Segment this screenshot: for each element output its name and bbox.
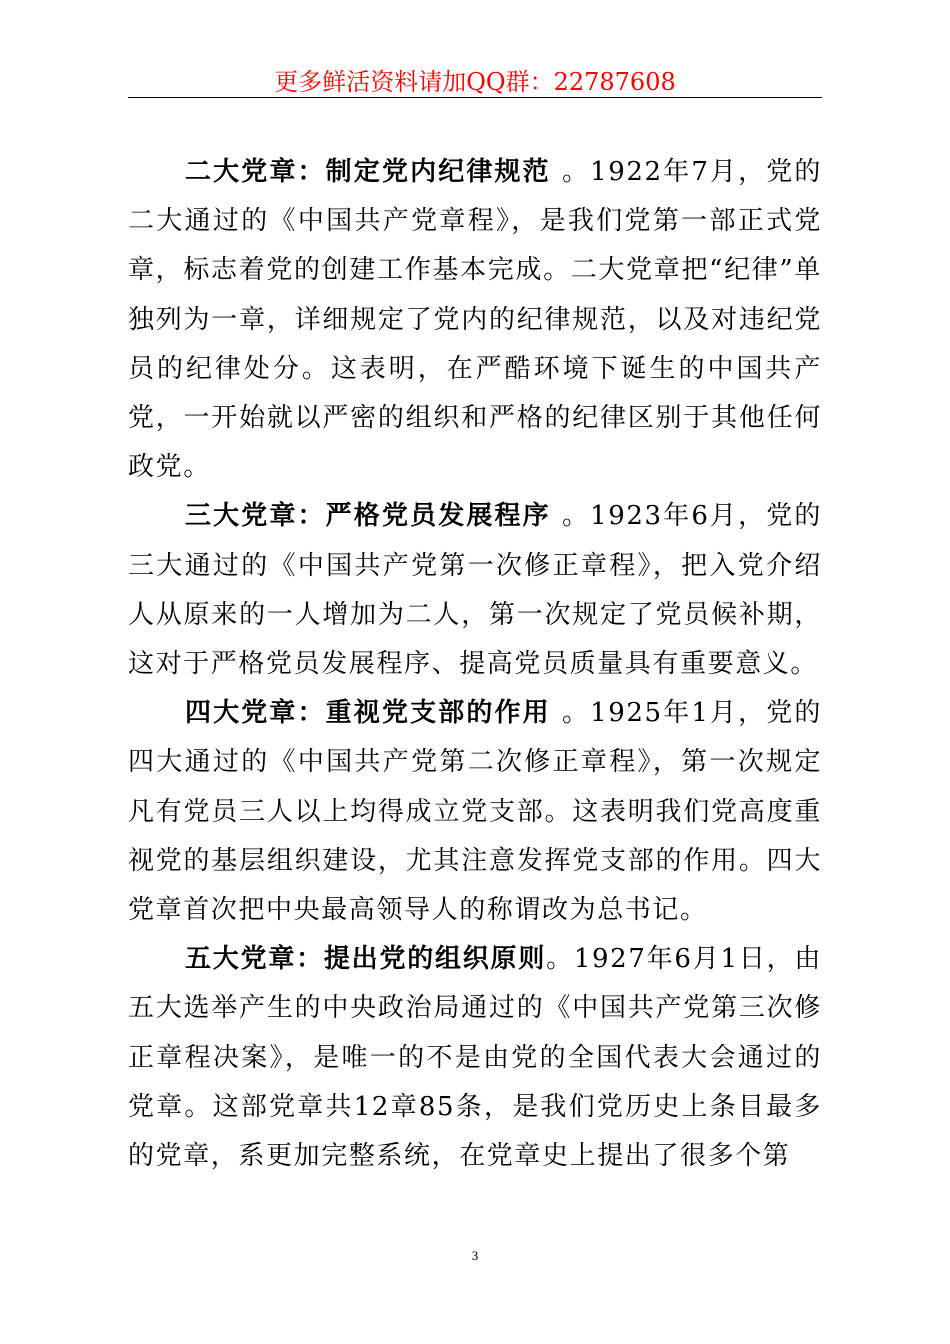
paragraph-body: 。1925年1月，党的四大通过的《中国共产党第二次修正章程》，第一次规定凡有党员三人以上均得成立党支部。这表明我们党高度重视党的基层组织建设，尤其注意发挥党支部的作用。四大党章首次把中央最高领导人的称谓改为总书记。 (128, 698, 823, 926)
paragraph-heading: 三大党章：严格党员发展程序 (185, 501, 562, 532)
paragraph-body: 。1922年7月，党的二大通过的《中国共产党章程》，是我们党第一部正式党章，标志着党的创建工作基本完成。二大党章把“纪律”单独列为一章，详细规定了党内的纪律规范，以及对违纪党员的纪律处分。这表明，在严酷环境下诞生的中国共产党，一开始就以严密的组织和严格的纪律区别于其他任何政党。 (128, 157, 823, 483)
page-header: 更多鲜活资料请加QQ群：22787608 (274, 68, 676, 96)
page-number: 3 (471, 1248, 479, 1263)
paragraph-heading: 二大党章：制定党内纪律规范 (185, 157, 562, 187)
paragraph-heading: 五大党章：提出党的组织原则 (185, 944, 547, 975)
paragraph-fifth-congress (128, 935, 822, 1181)
paragraph-body: 。1927年6月1日，由五大选举产生的中央政治局通过的《中国共产党第三次修正章程决案》，是唯一的不是由党的全国代表大会通过的党章。这部党章共12章85条，是我们党历史上条目最多的党章，系更加完整系统，在党章史上提出了很多个第 (128, 944, 822, 1172)
paragraph-heading: 四大党章：重视党支部的作用 (185, 698, 562, 729)
paragraph-body: 。1923年6月，党的三大通过的《中国共产党第一次修正章程》，把入党介绍人从原来的一人增加为二人，第一次规定了党员候补期，这对于严格党员发展程序、提高党员质量具有重要意义。 (128, 501, 823, 680)
paragraph-third-congress (128, 492, 822, 689)
document-body (128, 148, 822, 1181)
header-divider (128, 97, 822, 98)
paragraph-second-congress (128, 148, 822, 492)
paragraph-fourth-congress (128, 689, 822, 935)
